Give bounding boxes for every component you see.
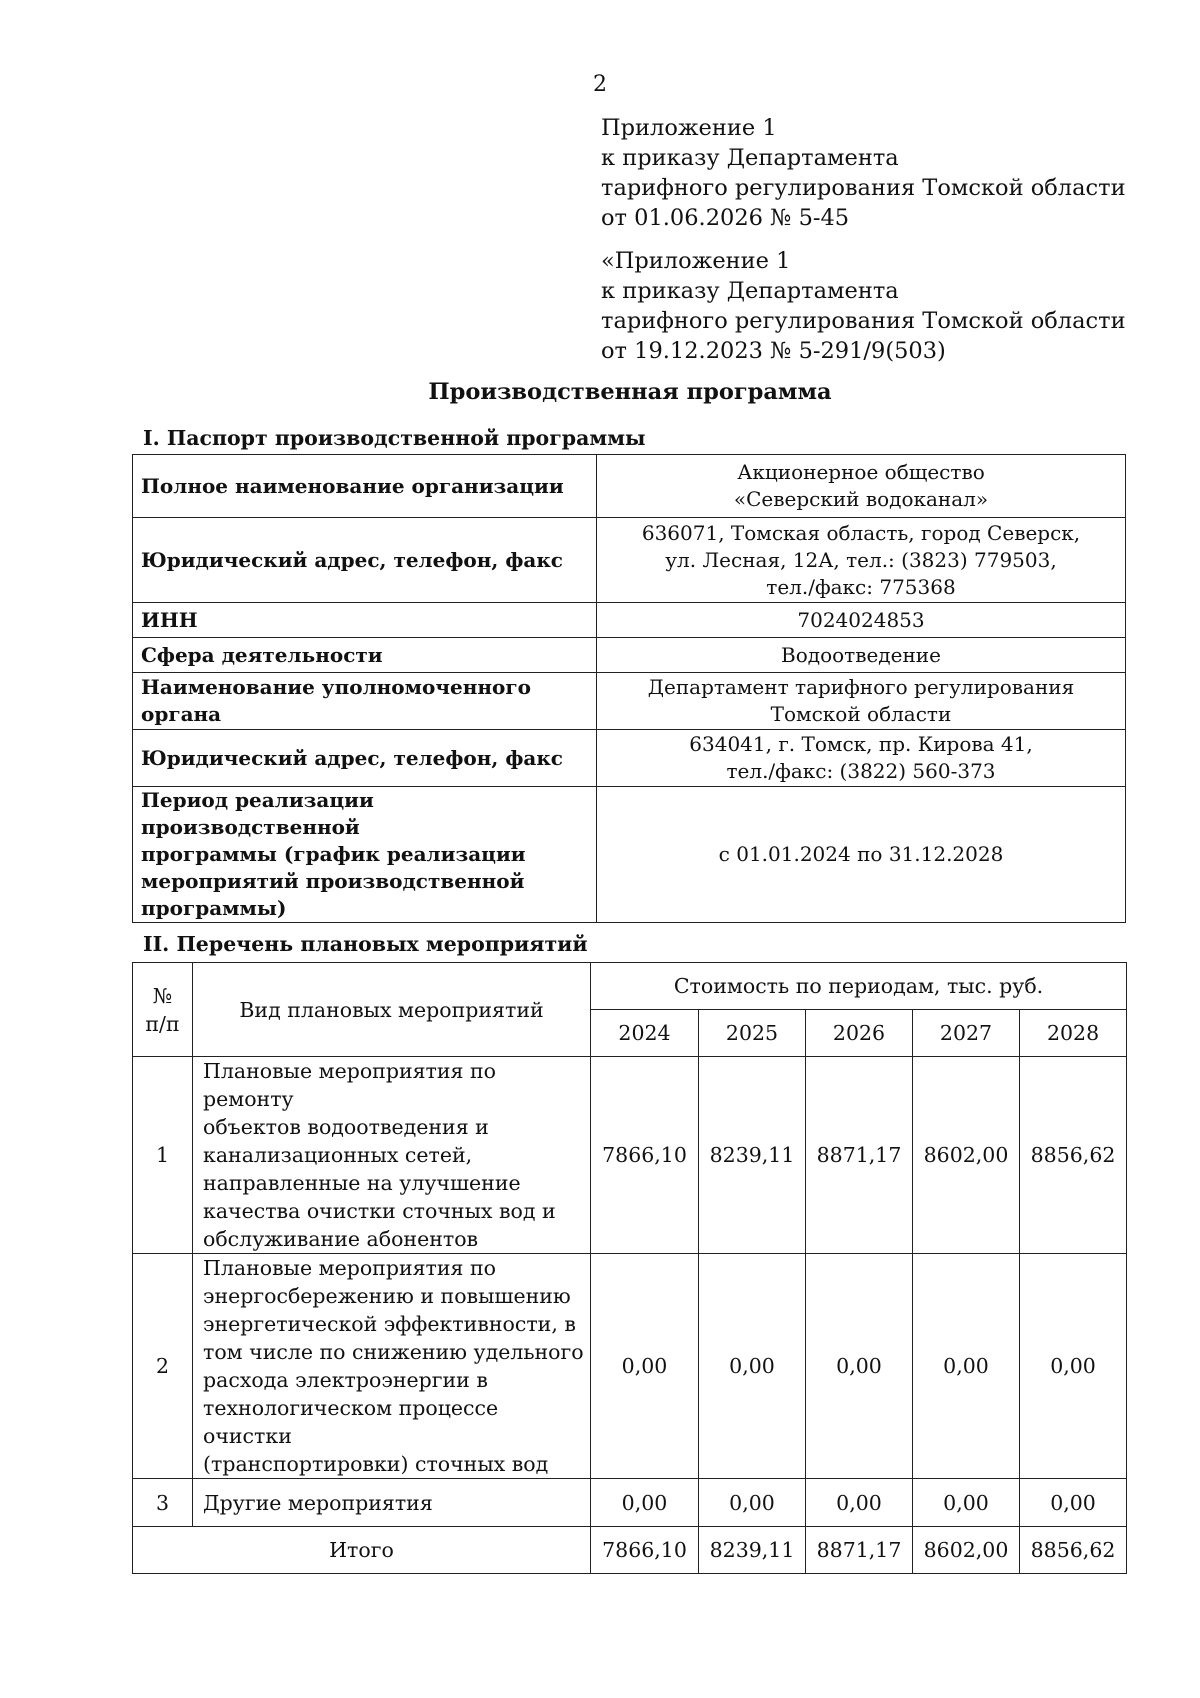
appendix-header-current <box>601 113 1126 233</box>
value-line: ул. Лесная, 12А, тел.: (3823) 779503, <box>665 547 1057 572</box>
year-header: 2028 <box>1020 1010 1127 1057</box>
table-total-row <box>133 1527 1127 1574</box>
row-description <box>193 1057 591 1254</box>
cost-value: 0,00 <box>699 1254 806 1479</box>
row-number: 1 <box>133 1057 193 1254</box>
total-value: 8239,11 <box>699 1527 806 1574</box>
row-label: Наименование уполномоченного органа <box>133 673 597 730</box>
desc-line: качества очистки сточных вод и <box>203 1199 556 1223</box>
value-line: тел./факс: 775368 <box>766 574 956 599</box>
year-header: 2024 <box>591 1010 699 1057</box>
desc-line: объектов водоотведения и <box>203 1115 489 1139</box>
appendix-line: к приказу Департамента <box>601 145 899 171</box>
desc-line: том числе по снижению удельного <box>203 1340 584 1364</box>
total-value: 8602,00 <box>913 1527 1020 1574</box>
appendix-line: «Приложение 1 <box>601 248 791 274</box>
value-line: Акционерное общество <box>737 460 985 484</box>
desc-line: Плановые мероприятия по ремонту <box>203 1059 497 1111</box>
total-value: 8856,62 <box>1020 1527 1127 1574</box>
appendix-line: от 19.12.2023 № 5-291/9(503) <box>601 338 946 364</box>
value-line: тел./факс: (3822) 560-373 <box>726 759 996 783</box>
cost-value: 0,00 <box>913 1254 1020 1479</box>
row-value <box>597 787 1126 923</box>
desc-line: технологическом процессе очистки <box>203 1396 499 1448</box>
page-number: 2 <box>593 72 607 97</box>
table-row <box>133 1254 1127 1479</box>
appendix-header-original <box>601 246 1126 366</box>
row-description <box>193 1479 591 1527</box>
row-number: 3 <box>133 1479 193 1527</box>
row-label <box>133 787 597 923</box>
table-row <box>133 1479 1127 1527</box>
desc-line: расхода электроэнергии в <box>203 1368 488 1392</box>
table-row <box>133 730 1126 787</box>
desc-line: Плановые мероприятия по <box>203 1256 497 1280</box>
value-line: Водоотведение <box>781 642 941 667</box>
value-line: 636071, Томская область, город Северск, <box>641 520 1081 545</box>
label-line: мероприятий производственной <box>141 869 525 893</box>
desc-line: энергосбережению и повышению <box>203 1284 571 1308</box>
row-label: ИНН <box>133 603 597 638</box>
cost-value: 0,00 <box>1020 1254 1127 1479</box>
row-label: Сфера деятельности <box>133 638 597 673</box>
table-row <box>133 787 1126 923</box>
row-description <box>193 1254 591 1479</box>
column-header-cost: Стоимость по периодам, тыс. руб. <box>591 963 1127 1010</box>
year-header: 2027 <box>913 1010 1020 1057</box>
row-value <box>597 518 1126 603</box>
column-header-number <box>133 963 193 1057</box>
appendix-line: тарифного регулирования Томской области <box>601 308 1126 334</box>
header-line: п/п <box>145 1011 180 1036</box>
total-value: 8871,17 <box>806 1527 913 1574</box>
row-value <box>597 603 1126 638</box>
year-header: 2026 <box>806 1010 913 1057</box>
year-header: 2025 <box>699 1010 806 1057</box>
cost-value: 8856,62 <box>1020 1057 1127 1254</box>
label-line: программы) <box>141 896 287 920</box>
cost-value: 0,00 <box>591 1254 699 1479</box>
table-row <box>133 603 1126 638</box>
row-value <box>597 455 1126 518</box>
cost-value: 0,00 <box>699 1479 806 1527</box>
row-label: Юридический адрес, телефон, факс <box>133 518 597 603</box>
column-header-activity-type: Вид плановых мероприятий <box>193 963 591 1057</box>
table-row <box>133 673 1126 730</box>
value-line: 7024024853 <box>797 607 925 632</box>
row-label: Полное наименование организации <box>133 455 597 518</box>
cost-value: 0,00 <box>591 1479 699 1527</box>
cost-value: 8239,11 <box>699 1057 806 1254</box>
section-heading-passport: I. Паспорт производственной программы <box>143 426 646 450</box>
row-value <box>597 638 1126 673</box>
table-row <box>133 455 1126 518</box>
value-line: «Северский водоканал» <box>733 487 989 511</box>
value-line: Томской области <box>770 702 952 726</box>
table-row <box>133 518 1126 603</box>
document-title: Производственная программа <box>428 379 832 405</box>
desc-line: обслуживание абонентов <box>203 1227 479 1251</box>
activities-table <box>132 962 1127 1574</box>
desc-line: направленные на улучшение <box>203 1171 521 1195</box>
desc-line: Другие мероприятия <box>203 1490 433 1515</box>
appendix-line: от 01.06.2026 № 5-45 <box>601 205 850 231</box>
total-value: 7866,10 <box>591 1527 699 1574</box>
cost-value: 8871,17 <box>806 1057 913 1254</box>
appendix-line: Приложение 1 <box>601 115 777 141</box>
section-heading-activities: II. Перечень плановых мероприятий <box>143 932 588 956</box>
cost-value: 7866,10 <box>591 1057 699 1254</box>
value-line: с 01.01.2024 по 31.12.2028 <box>718 842 1004 866</box>
row-label: Юридический адрес, телефон, факс <box>133 730 597 787</box>
cost-value: 0,00 <box>1020 1479 1127 1527</box>
appendix-line: к приказу Департамента <box>601 278 899 304</box>
passport-table <box>132 454 1126 923</box>
label-line: Период реализации производственной <box>141 788 374 839</box>
header-line: № <box>152 983 173 1008</box>
row-value <box>597 730 1126 787</box>
table-row <box>133 1057 1127 1254</box>
value-line: 634041, г. Томск, пр. Кирова 41, <box>689 732 1033 756</box>
cost-value: 0,00 <box>806 1479 913 1527</box>
cost-value: 0,00 <box>806 1254 913 1479</box>
total-label: Итого <box>133 1527 591 1574</box>
appendix-line: тарифного регулирования Томской области <box>601 175 1126 201</box>
label-line: программы (график реализации <box>141 842 526 866</box>
row-value <box>597 673 1126 730</box>
desc-line: энергетической эффективности, в <box>203 1312 576 1336</box>
row-number: 2 <box>133 1254 193 1479</box>
table-row <box>133 638 1126 673</box>
value-line: Департамент тарифного регулирования <box>647 675 1075 699</box>
cost-value: 0,00 <box>913 1479 1020 1527</box>
table-header-row <box>133 963 1127 1010</box>
cost-value: 8602,00 <box>913 1057 1020 1254</box>
desc-line: канализационных сетей, <box>203 1143 473 1167</box>
desc-line: (транспортировки) сточных вод <box>203 1452 549 1476</box>
